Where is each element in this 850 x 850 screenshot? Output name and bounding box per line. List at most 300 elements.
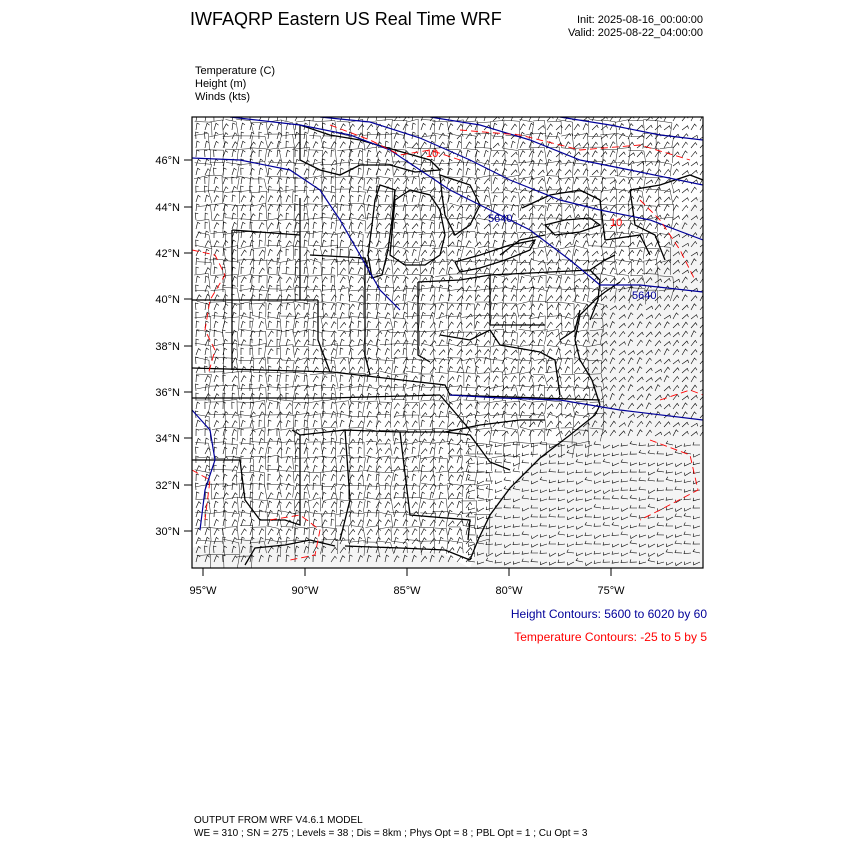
wind-barb	[358, 258, 362, 265]
wind-barb	[493, 303, 497, 310]
county-edge	[335, 189, 351, 204]
county-edge	[436, 471, 450, 484]
wind-barb	[286, 249, 289, 256]
wind-barb	[295, 420, 298, 427]
wind-barb	[475, 339, 480, 346]
wind-barb	[313, 222, 317, 229]
wind-barb	[421, 484, 427, 490]
wind-barb	[223, 421, 228, 427]
wind-barb	[619, 250, 624, 256]
wind-barb	[295, 186, 298, 193]
wind-barb	[196, 222, 200, 229]
wind-barb	[421, 294, 425, 301]
county-edge	[282, 360, 295, 372]
wind-barb	[484, 285, 489, 292]
wind-barb	[520, 403, 526, 409]
wind-barb	[583, 124, 588, 131]
wind-barb	[250, 151, 255, 157]
wind-barb	[538, 367, 543, 374]
wind-barb	[601, 241, 607, 247]
county-edge	[378, 512, 393, 528]
wind-barb	[304, 115, 309, 121]
wind-barb	[412, 474, 416, 481]
wind-barb	[214, 321, 218, 328]
wind-barb	[439, 232, 444, 238]
wind-barb	[331, 393, 335, 400]
wind-barb	[412, 241, 418, 247]
wind-barb	[430, 349, 436, 355]
wind-barb	[295, 403, 300, 409]
wind-barb	[205, 376, 210, 383]
wind-barb	[259, 510, 262, 517]
wind-barb	[241, 376, 246, 382]
wind-barb	[232, 511, 237, 518]
wind-barb	[673, 205, 679, 211]
wind-barb	[268, 474, 271, 481]
wind-barb	[664, 126, 671, 130]
wind-barb	[340, 348, 343, 355]
lat-label: 44°N	[155, 202, 180, 214]
wind-barb	[214, 214, 219, 220]
wind-barb	[196, 168, 200, 175]
wind-barb	[322, 421, 327, 427]
wind-barb	[412, 483, 416, 490]
wind-barb	[448, 242, 454, 247]
wind-barb	[430, 413, 436, 418]
wind-barb	[358, 537, 362, 544]
lat-label: 42°N	[155, 248, 180, 260]
county-edge	[559, 220, 574, 234]
wind-barb	[511, 160, 517, 166]
wind-barb	[259, 474, 263, 481]
county-edge	[545, 371, 562, 385]
wind-barb	[295, 241, 300, 248]
field-label-winds: Winds (kts)	[195, 91, 250, 103]
wind-barb	[223, 124, 228, 130]
wind-barb	[358, 350, 364, 356]
wind-barb	[511, 295, 516, 301]
wind-barb	[565, 222, 570, 229]
wind-barb	[547, 177, 552, 184]
county-edge	[307, 457, 324, 473]
wind-barb	[502, 295, 507, 301]
wind-barb	[556, 357, 561, 364]
wind-barb	[322, 159, 325, 166]
wind-barb	[610, 240, 615, 247]
wind-barb	[547, 429, 552, 436]
wind-barb	[619, 189, 626, 193]
wind-barb	[493, 195, 497, 202]
wind-barb	[367, 474, 371, 481]
wind-barb	[565, 295, 571, 301]
wind-barb	[520, 160, 526, 166]
wind-barb	[484, 349, 490, 355]
wind-barb	[421, 420, 425, 427]
county-edge	[405, 512, 421, 527]
wind-barb	[349, 439, 355, 445]
wind-barb	[313, 448, 318, 454]
wind-barb	[376, 368, 382, 374]
wind-barb	[385, 322, 390, 328]
wind-barb	[358, 492, 362, 499]
wind-barb	[412, 520, 417, 526]
wind-barb	[304, 466, 309, 472]
wind-barb	[466, 168, 470, 175]
wind-barb	[457, 160, 462, 166]
county-edge	[363, 416, 377, 429]
wind-barb	[286, 529, 291, 535]
wind-barb	[421, 492, 425, 499]
wind-barb	[241, 196, 246, 202]
wind-barb	[574, 224, 580, 229]
county-edge	[268, 441, 282, 459]
wind-barb	[331, 222, 335, 229]
wind-barb	[520, 332, 526, 338]
wind-barb	[439, 294, 444, 301]
wind-barb	[664, 115, 669, 121]
wind-barb	[574, 249, 579, 256]
wind-barb	[250, 420, 254, 427]
wind-barb	[313, 277, 318, 283]
wind-barb	[394, 421, 400, 427]
wind-barb	[205, 159, 209, 166]
wind-barb	[205, 268, 210, 274]
wind-barb	[466, 259, 472, 265]
county-edge	[365, 233, 380, 246]
wind-barb	[529, 115, 534, 121]
wind-barb	[277, 169, 283, 175]
county-edge	[421, 429, 435, 443]
wind-barb	[529, 368, 535, 373]
wind-barb	[223, 151, 228, 158]
county-edge	[404, 205, 420, 220]
wind-barb	[565, 403, 570, 409]
wind-barb	[286, 303, 290, 310]
wind-barb	[439, 313, 444, 320]
wind-barb	[628, 223, 633, 229]
wind-barb	[331, 267, 335, 274]
wind-barb	[205, 438, 209, 445]
wind-barb	[522, 460, 529, 463]
wind-barb	[520, 430, 525, 436]
wind-barb	[358, 268, 363, 275]
wind-barb	[394, 277, 399, 284]
wind-barb	[565, 422, 571, 427]
wind-barb	[214, 402, 219, 409]
wind-barb	[394, 503, 400, 508]
wind-barb	[331, 160, 337, 166]
county-edge	[265, 346, 281, 357]
wind-barb	[538, 376, 544, 382]
wind-barb	[295, 348, 300, 355]
wind-barb	[304, 286, 309, 292]
wind-barb	[502, 206, 508, 212]
wind-barb	[430, 267, 435, 274]
wind-barb	[214, 357, 219, 364]
wind-barb	[610, 180, 617, 184]
wind-barb	[403, 241, 409, 247]
field-label-temperature: Temperature (C)	[195, 65, 276, 77]
wind-barb	[331, 214, 336, 221]
wind-barb	[277, 421, 282, 427]
wind-barb	[295, 321, 299, 328]
wind-barb	[511, 259, 516, 265]
wind-barb	[205, 357, 208, 364]
wind-barb	[682, 171, 689, 175]
county-edge	[238, 345, 253, 358]
wind-barb	[448, 141, 452, 148]
county-edge	[209, 134, 224, 148]
wind-barb	[259, 141, 264, 148]
map-title: IWFAQRP Eastern US Real Time WRF	[190, 9, 502, 29]
latitude-ticks	[184, 160, 192, 531]
wind-barb	[439, 114, 443, 121]
county-edge	[265, 415, 281, 430]
wind-barb	[592, 259, 598, 265]
wind-barb	[430, 312, 435, 319]
wind-barb	[196, 384, 199, 391]
wind-barb	[268, 249, 273, 256]
wind-barb	[412, 143, 418, 148]
wind-barb	[340, 501, 344, 508]
wind-barb	[358, 303, 362, 310]
wind-barb	[646, 180, 653, 184]
county-edge	[267, 329, 282, 346]
wind-barb	[367, 168, 371, 175]
wind-barb	[475, 115, 480, 122]
county-edge	[505, 388, 519, 403]
wind-barb	[259, 304, 265, 310]
wind-barb	[241, 303, 244, 310]
county-edge	[334, 357, 350, 373]
county-edge	[239, 512, 253, 529]
wind-barb	[277, 123, 281, 130]
wind-barb	[475, 304, 480, 311]
wind-barb	[502, 179, 508, 184]
wind-barb	[538, 430, 544, 436]
wind-barb	[349, 141, 354, 148]
wind-barb	[565, 231, 570, 238]
wind-barb	[277, 501, 282, 508]
wind-barb	[466, 350, 472, 355]
wind-barb	[331, 295, 337, 301]
wind-barb	[196, 141, 200, 148]
wind-barb	[531, 444, 538, 447]
wind-barb	[565, 385, 571, 391]
wind-barb	[250, 177, 254, 184]
wind-barb	[511, 304, 517, 310]
county-edge	[195, 443, 211, 456]
wind-barb	[421, 519, 425, 526]
wind-barb	[538, 304, 543, 310]
wind-barb	[259, 438, 264, 445]
wind-barb	[349, 159, 353, 166]
county-edge	[433, 261, 448, 274]
wind-barb	[520, 340, 526, 346]
wind-barb	[457, 537, 462, 544]
wind-barb	[592, 133, 598, 139]
wind-barb	[376, 403, 381, 409]
lake-superior	[300, 125, 440, 175]
wind-barb	[277, 330, 280, 337]
wind-barb	[520, 304, 526, 310]
wind-barb	[421, 321, 425, 328]
wind-barb	[376, 277, 382, 283]
wind-barb	[313, 241, 318, 247]
wind-barb	[502, 304, 508, 310]
wind-barb	[376, 205, 381, 211]
wind-barb	[322, 393, 326, 400]
county-edge	[294, 204, 309, 220]
wind-barb	[556, 286, 561, 292]
wind-barb	[205, 177, 208, 184]
county-edge	[519, 399, 534, 415]
wind-barb	[259, 240, 262, 247]
county-edge	[309, 231, 322, 246]
wind-barb	[214, 312, 218, 319]
wind-barb	[583, 223, 589, 229]
wind-barb	[313, 205, 318, 211]
wind-barb	[439, 350, 445, 355]
wind-barb	[468, 507, 475, 510]
county-edge	[267, 317, 281, 332]
wind-barb	[655, 197, 661, 202]
county-edge	[365, 497, 380, 511]
wind-barb	[259, 375, 262, 382]
county-edge	[615, 246, 630, 260]
county-edge	[337, 149, 352, 162]
wind-barb	[394, 222, 398, 229]
wind-barb	[358, 438, 362, 445]
wind-barb	[547, 277, 552, 283]
wind-barb	[457, 249, 461, 256]
wind-barb	[457, 456, 461, 463]
wind-barb	[574, 205, 579, 212]
wind-barb	[286, 447, 290, 454]
wind-barb	[385, 285, 389, 292]
wind-barb	[331, 484, 336, 490]
wind-barb	[223, 447, 227, 454]
wind-barb	[412, 123, 416, 130]
wind-barb	[547, 260, 553, 265]
wind-barb	[286, 141, 289, 148]
wind-barb	[457, 547, 462, 553]
wind-barb	[538, 421, 543, 427]
wind-barb	[376, 537, 381, 544]
wind-barb	[412, 348, 417, 355]
county-edge	[392, 357, 408, 374]
wind-barb	[466, 215, 472, 220]
wind-barb	[385, 276, 389, 283]
wind-barb	[286, 393, 289, 400]
wind-barb	[394, 331, 400, 337]
wind-barb	[313, 286, 318, 293]
wind-barb	[610, 261, 617, 265]
wind-barb	[259, 465, 264, 472]
wind-barb	[466, 303, 471, 310]
wind-barb	[259, 168, 263, 175]
temperature-contour-label: 10	[426, 148, 439, 160]
wind-barb	[477, 481, 484, 484]
wind-barb	[259, 276, 262, 283]
wind-barb	[367, 277, 372, 283]
wind-barb	[367, 294, 371, 301]
wind-barb	[367, 115, 372, 122]
wind-barb	[504, 459, 511, 463]
wind-barb	[412, 502, 418, 508]
wind-barb	[196, 330, 199, 337]
wind-barb	[448, 502, 454, 508]
wind-barb	[583, 241, 588, 247]
wind-barb	[241, 285, 244, 292]
county-edge	[323, 442, 336, 458]
wind-barb	[214, 150, 217, 157]
wind-barb	[610, 115, 616, 121]
wind-barb	[295, 204, 298, 211]
wind-barb	[250, 402, 254, 409]
wind-barb	[556, 132, 561, 139]
wind-barb	[565, 376, 571, 382]
wind-barb	[331, 331, 336, 337]
county-edge	[461, 274, 476, 287]
wind-barb	[673, 162, 680, 166]
wind-barb	[268, 276, 272, 283]
wind-barb	[277, 456, 281, 463]
wind-barb	[565, 178, 571, 184]
wind-barb	[691, 162, 698, 166]
wind-barb	[439, 430, 445, 436]
wind-barb	[502, 331, 507, 337]
wind-barb	[394, 384, 398, 391]
wind-barb	[331, 177, 334, 184]
wind-barb	[457, 421, 462, 427]
wind-barb	[466, 124, 472, 130]
wind-barb	[565, 242, 571, 247]
wind-barb	[421, 529, 426, 535]
wind-barb	[394, 519, 398, 526]
wind-barb	[403, 348, 407, 355]
wind-barb	[259, 348, 262, 355]
wind-barb	[385, 132, 389, 139]
wind-barb	[214, 223, 219, 229]
field-label-height: Height (m)	[195, 78, 247, 90]
wind-barb	[619, 196, 624, 202]
wind-barb	[295, 285, 299, 292]
wind-barb	[349, 268, 354, 275]
wind-barb	[223, 142, 228, 149]
wind-barb	[655, 151, 661, 157]
county-edge	[334, 345, 352, 357]
wind-barb	[196, 492, 199, 499]
county-edge	[338, 288, 350, 303]
wind-barb	[367, 439, 373, 445]
wind-barb	[468, 451, 475, 454]
wind-barb	[277, 214, 283, 220]
wind-barb	[268, 493, 273, 499]
wind-barb	[538, 359, 544, 364]
wind-barb	[286, 420, 290, 427]
wind-barb	[241, 222, 245, 229]
wind-barb	[430, 250, 436, 256]
wind-barb	[646, 125, 652, 130]
wind-barb	[268, 223, 274, 229]
wind-barb	[601, 252, 608, 256]
wind-barb	[421, 538, 426, 544]
wind-barb	[313, 393, 317, 400]
wind-barb	[511, 376, 517, 382]
wind-barb	[394, 321, 398, 328]
county-edge	[380, 344, 392, 358]
